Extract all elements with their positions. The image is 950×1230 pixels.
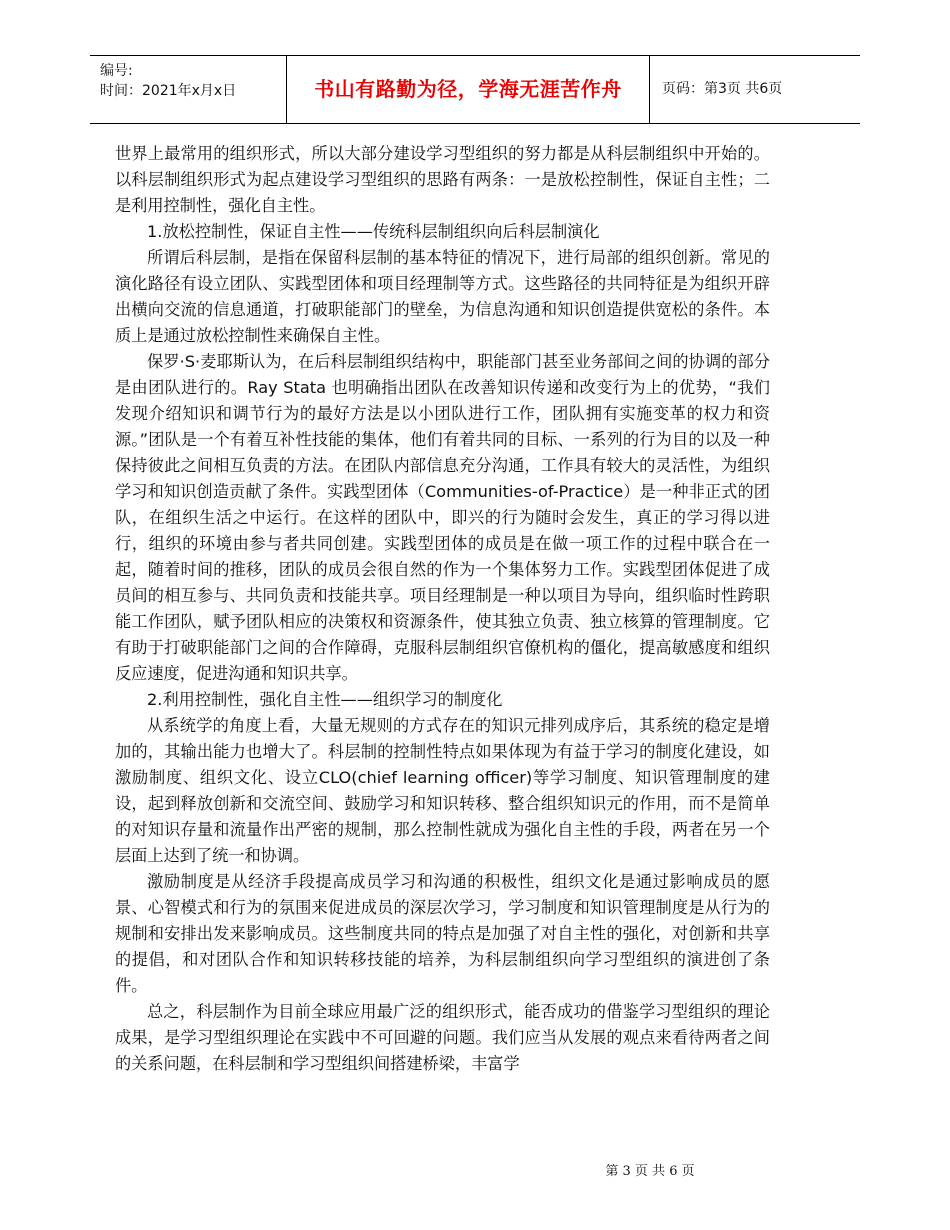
page-header — [90, 55, 860, 124]
paragraph: 世界上最常用的组织形式，所以大部分建设学习型组织的努力都是从科层制组织中开始的。以科层制组织形式为起点建设学习型组织的思路有两条：一是放松控制性，保证自主性；二是利用控制性，强化自主性。 — [115, 144, 770, 215]
header-meta — [100, 61, 280, 101]
paragraph: 所谓后科层制，是指在保留科层制的基本特征的情况下，进行局部的组织创新。常见的演化路径有设立团队、实践型团体和项目经理制等方式。这些路径的共同特征是为组织开辟出横向交流的信息通道，打破职能部门的壁垒，为信息沟通和知识创造提供宽松的条件。本质上是通过放松控制性来确保自主性。 — [115, 248, 770, 345]
paragraph: 从系统学的角度上看，大量无规则的方式存在的知识元排列成序后，其系统的稳定是增加的，其输出能力也增大了。科层制的控制性特点如果体现为有益于学习的制度化建设，如激励制度、组织文化、设立CLO(chief learning officer)等学习制度、知识管理制度的建设，起到释放创新和交流空间、鼓励学习和知识转移、整合组织知识元的作用，而不是简单的对知识存量和流量作出严密的规制，那么控制性就成为强化自主性的手段，两者在另一个层面上达到了统一和协调。 — [115, 716, 770, 865]
section-heading: 1.放松控制性，保证自主性——传统科层制组织向后科层制演化 — [147, 222, 600, 241]
paragraph: 激励制度是从经济手段提高成员学习和沟通的积极性，组织文化是通过影响成员的愿景、心智模式和行为的氛围来促进成员的深层次学习，学习制度和知识管理制度是从行为的规制和安排出发来影响成员。这些制度共同的特点是加强了对自主性的强化，对创新和共享的提倡，和对团队合作和知识转移技能的培养，为科层制组织向学习型组织的演进创了条件。 — [115, 872, 770, 995]
document-body — [115, 141, 770, 1077]
header-page-info: 页码：第3页 共6页 — [662, 81, 783, 97]
page-footer: 第 3 页 共 6 页 — [605, 1164, 695, 1179]
paragraph: 保罗·S·麦耶斯认为，在后科层制组织结构中，职能部门甚至业务部间之间的协调的部分是由团队进行的。Ray Stata 也明确指出团队在改善知识传递和改变行为上的优势，“我们发现介绍知识和调节行为的最好方法是以小团队进行工作，团队拥有实施变革的权力和资源。”团队是一个有着互补性技能的集体，他们有着共同的目标、一系列的行为目的以及一种保持彼此之间相互负责的方法。在团队内部信息充分沟通，工作具有较大的灵活性，为组织学习和知识创造贡献了条件。实践型团体（Communities-of-Practice）是一种非正式的团队，在组织生活之中运行。在这样的团队中，即兴的行为随时会发生，真正的学习得以进行，组织的环境由参与者共同创建。实践型团体的成员是在做一项工作的过程中联合在一起，随着时间的推移，团队的成员会很自然的作为一个集体努力工作。实践型团体促进了成员间的相互参与、共同负责和技能共享。项目经理制是一种以项目为导向，组织临时性跨职能工作团队，赋予团队相应的决策权和资源条件，使其独立负责、独立核算的管理制度。它有助于打破职能部门之间的合作障碍，克服科层制组织官僚机构的僵化，提高敏感度和组织反应速度，促进沟通和知识共享。 — [115, 352, 770, 683]
header-motto: 书山有路勤为径，学海无涯苦作舟 — [314, 77, 622, 101]
header-divider-right — [649, 56, 650, 123]
header-time-label: 时间：2021年x月x日 — [100, 83, 237, 99]
header-number-label: 编号: — [100, 63, 133, 79]
section-heading: 2.利用控制性，强化自主性——组织学习的制度化 — [147, 690, 503, 709]
paragraph: 总之，科层制作为目前全球应用最广泛的组织形式，能否成功的借鉴学习型组织的理论成果，是学习型组织理论在实践中不可回避的问题。我们应当从发展的观点来看待两者之间的关系问题，在科层制和学习型组织间搭建桥梁，丰富学 — [115, 1002, 770, 1073]
